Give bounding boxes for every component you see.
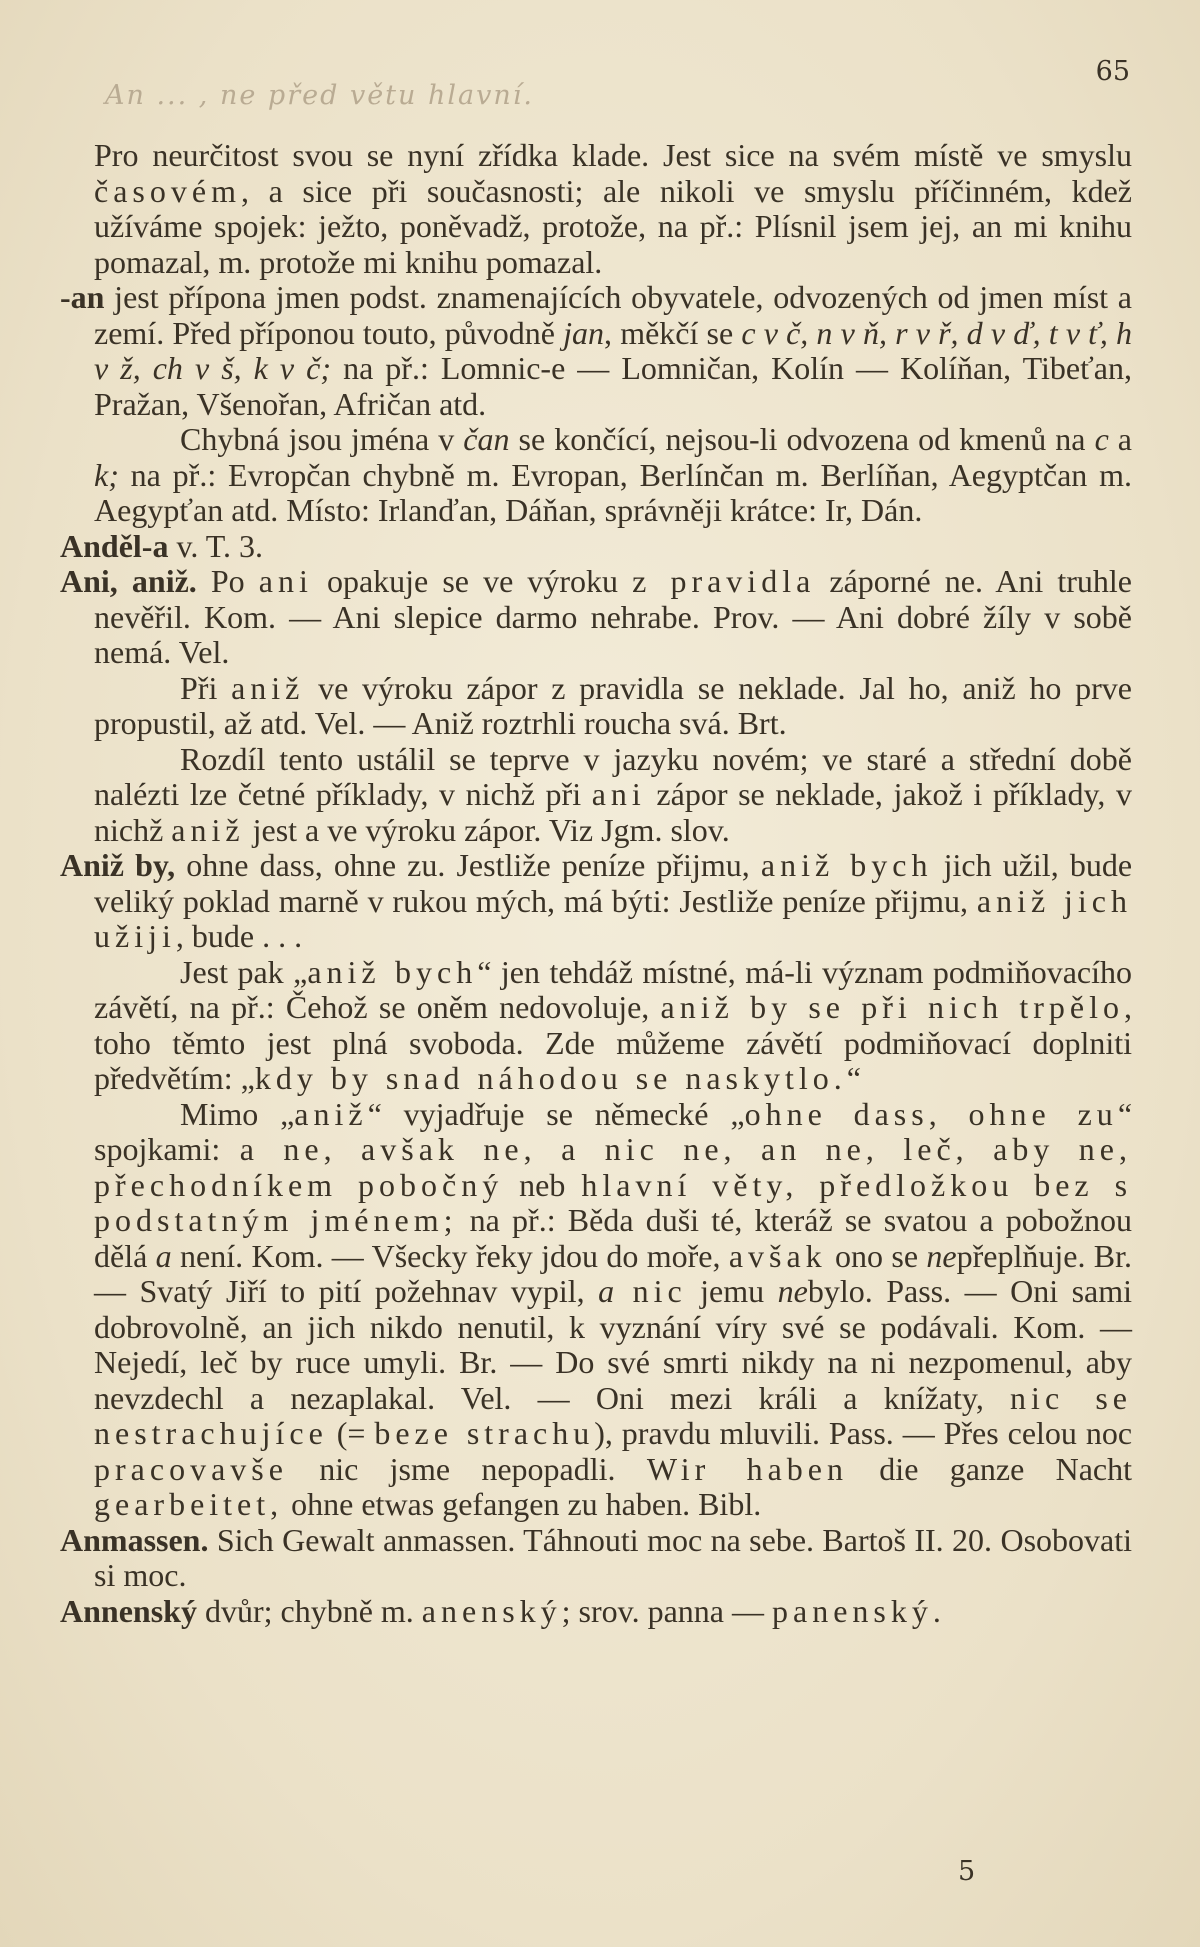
entry-annensky: [60, 1594, 1132, 1630]
text-run: ), pravdu mluvili. Pass. — Přes celou noc: [594, 1415, 1133, 1451]
text-run: Rozdíl tento ustálil se teprve v jazyku novém; ve staré a střední době nalézti lze četné příklady, v nichž při: [94, 740, 1132, 812]
headword: Aniž by,: [60, 847, 176, 883]
handwritten-note: An ... , ne před větu hlavní.: [105, 80, 534, 111]
entry-andel: [60, 529, 1132, 565]
text-run: , bude . . .: [175, 918, 303, 954]
text-run: Pro neurčitost svou se nyní zřídka klade. Jest sice na svém místě ve smyslu: [94, 137, 1132, 173]
italic-word: k;: [94, 456, 119, 493]
italic-word: a: [155, 1237, 172, 1274]
text-run: Jest pak „: [180, 953, 308, 990]
headword: Ani, aniž.: [60, 563, 197, 599]
text-run: opakuje se ve výroku: [312, 563, 633, 599]
text-run: Chybná jsou jména v: [180, 421, 464, 457]
spaced-word: beze strachu: [374, 1415, 595, 1451]
paragraph-chybna: [60, 422, 1132, 529]
text-run: přeplňuje. Br. — Svatý Jiří to pití požehnav vypil,: [94, 1237, 1133, 1309]
text-run: Mimo „: [180, 1095, 295, 1132]
spaced-word: aniž bych: [760, 847, 933, 883]
text-run: se končící, nejsou-li odvozena od kmenů na: [509, 421, 1095, 457]
text-run: “: [846, 1060, 861, 1096]
text-run: dvůr; chybně m.: [196, 1592, 422, 1629]
spaced-word: aniž jich užiji: [94, 882, 1133, 954]
spaced-word: Wir haben: [646, 1450, 848, 1487]
spaced-word: nic se nestrachujíce: [94, 1379, 1133, 1451]
text-run: .: [932, 1592, 941, 1629]
text-run: záporné ne. Ani truhle nevěřil. Kom. — Ani slepice darmo nehrabe. Prov. — Ani dobré žíly v sobě nemá. Vel.: [94, 563, 1132, 670]
spaced-word: a ne, avšak ne, a nic ne, an ne, leč, aby ne, přechodníkem pobočný: [94, 1131, 1133, 1203]
text-run: “ jen tehdáž místné, má-li význam podmiňovacího závětí, na př.: Čehož se oněm nedovoluje,: [94, 953, 1133, 1025]
text-run: zápor se neklade, jakož i příklady, v nichž: [94, 776, 1133, 848]
text-run: Při: [180, 669, 232, 706]
headword: Anděl-a: [60, 527, 169, 564]
paragraph-jest-pak: [60, 955, 1132, 1097]
text-run: ; srov. panna —: [561, 1592, 772, 1629]
text-run: v. T. 3.: [168, 527, 263, 564]
spaced-word: aniž: [171, 811, 245, 848]
text-run: na př.: Lomnic-e — Lomničan, Kolín — Kolíňan, Tibeťan, Pražan, Všenořan, Afričan atd.: [94, 350, 1133, 422]
entry-an-suffix: [60, 280, 1132, 422]
italic-word: c: [1094, 421, 1109, 457]
italic-word: ne: [777, 1273, 808, 1309]
spaced-word: hlavní věty, předložkou bez s podstatným jménem;: [94, 1166, 1133, 1238]
spaced-word: ani: [258, 563, 313, 599]
text-run: není. Kom. — Všecky řeky jdou do moře,: [171, 1237, 729, 1274]
italic-word: ne: [926, 1237, 957, 1274]
text-run: ve výroku zápor z pravidla se neklade. Jal ho, aniž ho prve propustil, až atd. Vel. — Aniž roztrhli roucha svá. Brt.: [94, 669, 1133, 741]
paragraph-aniz: [60, 671, 1132, 742]
text-run: neb: [503, 1166, 582, 1203]
spaced-word: aniž by se při nich trpělo: [660, 989, 1125, 1025]
text-run: ono se: [826, 1237, 927, 1274]
spaced-word: aniž bych: [307, 953, 478, 990]
paragraph-mimo: [60, 1097, 1132, 1523]
text-run: ohne etwas gefangen zu haben. Bibl.: [283, 1486, 762, 1522]
page-number-top: 65: [1095, 56, 1130, 87]
text-run: ohne dass, ohne zu. Jestliže peníze přijmu,: [175, 847, 761, 883]
text-run: jest přípona jmen podst. znamenajících obyvatele, odvozených od jmen míst a zemí. Před příponou touto, původně: [94, 279, 1132, 351]
spaced-word: kdy by snad náhodou se naskytlo.: [254, 1060, 847, 1096]
italic-word: jan: [563, 314, 605, 351]
spaced-word: časovém: [94, 172, 241, 209]
spaced-word: aniž: [294, 1095, 368, 1132]
text-run: “ spojkami:: [94, 1095, 1133, 1167]
text-run: na př.: Evropčan chybně m. Evropan, Berlínčan m. Berlíňan, Aegyptčan m. Aegypťan atd. Místo: Irlanďan, Dáňan, správněji krátce: Ir, Dán.: [94, 456, 1132, 528]
entry-ani: [60, 564, 1132, 671]
text-run: , a sice při současnosti; ale nikoli ve smyslu příčinném, kdež užíváme spojek: ježto, poněvadž, protože, na př.: Plísnil jsem jej, an mi knihu pomazal, m. protože mi knihu pomazal.: [94, 172, 1132, 280]
italic-word: čan: [463, 421, 510, 457]
text-run: jemu: [686, 1273, 778, 1309]
italic-word: a: [598, 1273, 615, 1309]
spaced-word: ohne dass, ohne zu: [744, 1095, 1118, 1132]
text-run: bylo. Pass. — Oni sami dobrovolně, an jich nikdo nenutil, k vyznání víry své se podávali. Kom. — Nejedí, leč by ruce umyli. Br. — Do své smrti nikdy na ni nezpomenul, aby nevzdechl a nezaplakal. Vel. — Oni mezi králi a knížaty,: [94, 1273, 1133, 1416]
text-run: jest a ve výroku zápor. Viz Jgm. slov.: [244, 811, 730, 848]
spaced-word: aniž: [231, 669, 305, 706]
headword: Annenský: [60, 1592, 197, 1629]
italic-run: c v č, n v ň, r v ř, d v ď, t v ť, h v ž, ch v š, k v č;: [94, 314, 1133, 386]
spaced-word: ani: [591, 776, 646, 812]
text-run: Sich Gewalt anmassen. Táhnouti moc na sebe. Bartoš II. 20. Osobovati si moc.: [94, 1521, 1132, 1593]
spaced-word: panenský: [771, 1592, 933, 1629]
page-number-bottom: 5: [958, 1856, 976, 1887]
entry-anmassen: [60, 1523, 1132, 1594]
text-run: , měkčí se: [604, 314, 742, 351]
text-run: jich užil, bude veliký poklad marně v rukou mých, má býti: Jestliže peníze přijmu,: [94, 847, 1133, 919]
entry-aniz-by: [60, 848, 1132, 955]
paragraph-an-continued: [60, 138, 1132, 280]
spaced-word: anenský: [421, 1592, 562, 1629]
text-run: “ vyjadřuje se německé „: [367, 1095, 745, 1132]
spaced-word: z pravidla: [632, 563, 816, 599]
spaced-word: nic: [614, 1273, 687, 1309]
paragraph-rozdil: [60, 742, 1132, 849]
headword: -an: [60, 279, 105, 315]
text-run: nic jsme nepopadli.: [287, 1450, 647, 1487]
spaced-word: avšak: [728, 1237, 827, 1274]
text-run: a: [1108, 421, 1133, 457]
text-run: die ganze Nacht: [848, 1450, 1132, 1487]
spaced-word: gearbeitet,: [94, 1486, 284, 1522]
text-body: [60, 138, 1132, 1629]
text-run: , toho těmto jest plná svoboda. Zde můžeme závětí podmiňovací doplniti předvětím: „: [94, 989, 1133, 1096]
spaced-word: pracovavše: [94, 1450, 288, 1487]
headword: Anmassen.: [60, 1521, 209, 1558]
text-run: (=: [327, 1415, 375, 1451]
text-run: Po: [196, 563, 259, 599]
text-run: na př.: Běda duši té, kteráž se svatou a pobožnou dělá: [94, 1202, 1133, 1274]
